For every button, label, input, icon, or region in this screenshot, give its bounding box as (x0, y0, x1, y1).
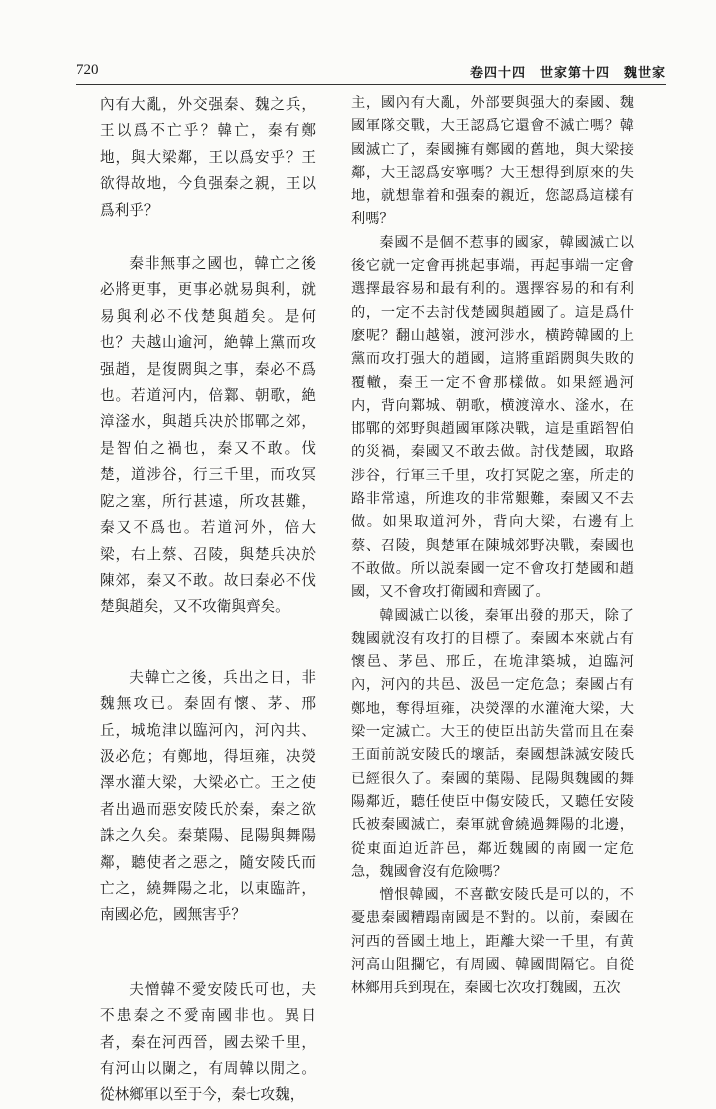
translation-paragraph: 憎恨韓國，不喜歡安陵氏是可以的，不憂患秦國糟蹋南國是不對的。以前，秦國在河西的晉國土地上，距離大梁一千里，有黄河高山阻攔它，有周國、韓國間隔它。自從林鄉用兵到現在，秦國七次攻打魏國，五次 (351, 887, 634, 997)
translation-paragraph: 韓國滅亡以後，秦軍出發的那天，除了魏國就沒有攻打的目標了。秦國本來就占有懷邑、茅邑、邢丘，在垝津築城，迫臨河內，河內的共邑、汲邑一定危急；秦國占有鄭地，奪得垣雍，决熒澤的水灌淹大梁，大梁一定滅亡。大王的使臣出訪失當而且在秦王面前説安陵氏的壞話，秦國想誅滅安陵氏已經很久了。秦國的葉陽、昆陽與魏國的舞陽鄰近，聽任使臣中傷安陵氏，又聽任安陵氏被秦國滅亡，秦軍就會繞過舞陽的北邊，從東面迫近許邑，鄰近魏國的南國一定危急，魏國會沒有危險嗎？ (351, 607, 634, 880)
header-rule (76, 84, 666, 85)
translation-paragraph: 主，國內有大亂，外部要與强大的秦國、魏國軍隊交戰，大王認爲它還會不滅亡嗎？韓國滅亡了，秦國擁有鄭國的舊地，與大梁接鄰，大王認爲安寧嗎？大王想得到原來的失地，就想靠着和强秦的親近，您認爲這樣有利嗎？ (351, 95, 634, 228)
original-paragraph: 夫憎韓不愛安陵氏可也，夫不患秦之不愛南國非也。異日者，秦在河西晉，國去梁千里，有河山以闌之，有周韓以閒之。從林鄉軍以至于今，秦七攻魏， (100, 980, 316, 1104)
original-paragraph: 夫韓亡之後，兵出之日，非魏無攻已。秦固有懷、茅、邢丘，城垝津以臨河內，河內共、汲必危；有鄭地，得垣雍，决熒澤水灌大梁，大梁必亡。王之使者出過而惡安陵氏於秦，秦之欲誅之久矣。秦葉陽、昆陽與舞陽鄰，聽使者之惡之，隨安陵氏而亡之，繞舞陽之北，以東臨許，南國必危，國無害乎？ (100, 668, 316, 924)
page-header (76, 60, 666, 82)
running-title: 卷四十四 世家第十四 魏世家 (469, 66, 666, 81)
page-number: 720 (76, 62, 99, 78)
translation-column (351, 92, 634, 1001)
translation-paragraph: 秦國不是個不惹事的國家，韓國滅亡以後它就一定會再挑起事端，再起事端一定會選擇最容易和最有利的。選擇容易的和有利的，一定不去討伐楚國與趙國了。這是爲什麽呢？翻山越嶺，渡河涉水，横跨韓國的上黨而攻打强大的趙國，這將重蹈閼與失敗的覆轍，秦王一定不會那樣做。如果經過河内，背向鄴城、朝歌，横渡漳水、滏水，在邯鄲的郊野與趙國軍隊决戰，這是重蹈智伯的災禍，秦國又不敢去做。討伐楚國，取路涉谷，行軍三千里，攻打冥阸之塞，所走的路非常遠，所進攻的非常艱難，秦國又不去做。如果取道河外，背向大梁，右邊有上蔡、召陵，與楚軍在陳城郊野决戰，秦國也不敢做。所以説秦國一定不會攻打楚國和趙國，又不會攻打衛國和齊國了。 (351, 234, 634, 601)
original-paragraph: 內有大亂，外交强秦、魏之兵，王以爲不亡乎？韓亡，秦有鄭地，與大梁鄰，王以爲安乎？王欲得故地，今負强秦之親，王以爲利乎？ (100, 96, 316, 219)
original-paragraph: 秦非無事之國也，韓亡之後必將更事，更事必就易與利，就易與利必不伐楚與趙矣。是何也？夫越山逾河，絶韓上黨而攻强趙，是復閼與之事，秦必不爲也。若道河内，倍鄴、朝歌，絶漳滏水，與趙兵决於邯鄲之郊，是智伯之禍也，秦又不敢。伐楚，道涉谷，行三千里，而攻冥阸之塞，所行甚遠，所攻甚難，秦又不爲也。若道河外，倍大梁，右上蔡、召陵，與楚兵决於陳郊，秦又不敢。故曰秦必不伐楚與趙矣，又不攻衛與齊矣。 (100, 255, 316, 616)
original-text-column (100, 92, 316, 1109)
